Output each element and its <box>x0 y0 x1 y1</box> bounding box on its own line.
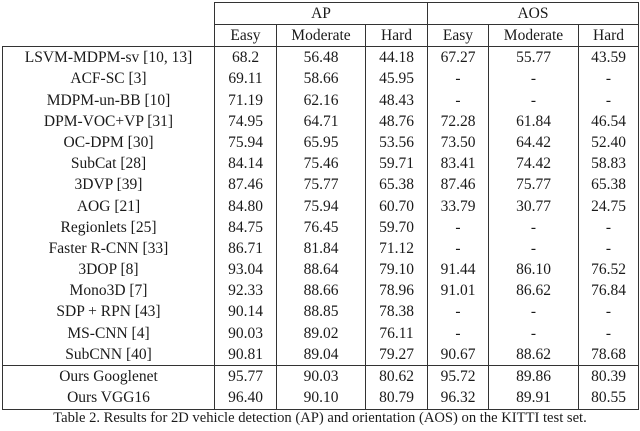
value-cell-aos-moderate: 86.10 <box>489 259 579 280</box>
value-cell-ap-moderate: 58.66 <box>277 69 366 90</box>
value-cell-aos-hard: - <box>579 302 639 323</box>
value-cell-aos-hard: 80.39 <box>579 366 639 388</box>
value-cell-aos-easy: 95.72 <box>428 366 489 388</box>
value-cell-ap-moderate: 62.16 <box>277 90 366 111</box>
value-cell-aos-easy: 72.28 <box>428 111 489 132</box>
value-cell-aos-easy: 91.01 <box>428 280 489 301</box>
value-cell-ap-moderate: 76.45 <box>277 217 366 238</box>
group-header-row <box>3 3 639 25</box>
value-cell-aos-moderate: 74.42 <box>489 153 579 174</box>
value-cell-ap-easy: 71.19 <box>215 90 277 111</box>
method-cell: OC-DPM [30] <box>3 132 215 153</box>
value-cell-aos-moderate: 64.42 <box>489 132 579 153</box>
group-header-aos: AOS <box>428 3 639 25</box>
baseline-rows <box>3 47 639 366</box>
method-cell: MDPM-un-BB [10] <box>3 90 215 111</box>
value-cell-aos-hard: - <box>579 217 639 238</box>
table-row <box>3 280 639 301</box>
value-cell-aos-hard: 80.55 <box>579 387 639 409</box>
value-cell-ap-hard: 48.43 <box>366 90 428 111</box>
value-cell-aos-moderate: 30.77 <box>489 196 579 217</box>
ours-rows <box>3 366 639 409</box>
value-cell-ap-moderate: 56.48 <box>277 47 366 69</box>
value-cell-ap-hard: 65.38 <box>366 175 428 196</box>
value-cell-aos-moderate: - <box>489 238 579 259</box>
value-cell-aos-hard: 58.83 <box>579 153 639 174</box>
value-cell-aos-hard: - <box>579 90 639 111</box>
value-cell-aos-hard: 46.54 <box>579 111 639 132</box>
value-cell-ap-moderate: 65.95 <box>277 132 366 153</box>
header-aos-hard: Hard <box>579 25 639 47</box>
value-cell-aos-easy: - <box>428 217 489 238</box>
value-cell-ap-hard: 71.12 <box>366 238 428 259</box>
method-cell: Mono3D [7] <box>3 280 215 301</box>
table-row <box>3 90 639 111</box>
method-cell: DPM-VOC+VP [31] <box>3 111 215 132</box>
value-cell-ap-hard: 59.70 <box>366 217 428 238</box>
value-cell-aos-easy: 90.67 <box>428 344 489 366</box>
sub-header-row <box>3 25 639 47</box>
value-cell-ap-hard: 53.56 <box>366 132 428 153</box>
value-cell-aos-moderate: - <box>489 69 579 90</box>
table-caption: Table 2. Results for 2D vehicle detection (AP) and orientation (AOS) on the KITTI test set. <box>53 410 587 426</box>
value-cell-ap-hard: 76.11 <box>366 323 428 344</box>
value-cell-aos-easy: - <box>428 238 489 259</box>
value-cell-ap-easy: 95.77 <box>215 366 277 388</box>
value-cell-ap-easy: 90.14 <box>215 302 277 323</box>
table-row <box>3 132 639 153</box>
value-cell-ap-easy: 92.33 <box>215 280 277 301</box>
value-cell-ap-moderate: 75.94 <box>277 196 366 217</box>
method-cell: Ours VGG16 <box>3 387 215 409</box>
table-header <box>3 3 639 47</box>
header-ap-moderate: Moderate <box>277 25 366 47</box>
value-cell-aos-easy: 87.46 <box>428 175 489 196</box>
value-cell-aos-easy: 96.32 <box>428 387 489 409</box>
value-cell-ap-moderate: 88.66 <box>277 280 366 301</box>
table-row <box>3 69 639 90</box>
value-cell-aos-moderate: 61.84 <box>489 111 579 132</box>
value-cell-aos-moderate: 86.62 <box>489 280 579 301</box>
table-row <box>3 344 639 366</box>
group-header-ap: AP <box>215 3 428 25</box>
value-cell-ap-hard: 80.79 <box>366 387 428 409</box>
value-cell-aos-easy: 73.50 <box>428 132 489 153</box>
value-cell-aos-moderate: 55.77 <box>489 47 579 69</box>
method-cell: 3DOP [8] <box>3 259 215 280</box>
value-cell-aos-moderate: 75.77 <box>489 175 579 196</box>
value-cell-aos-hard: 43.59 <box>579 47 639 69</box>
method-cell: SDP + RPN [43] <box>3 302 215 323</box>
table-row <box>3 47 639 69</box>
value-cell-ap-hard: 79.27 <box>366 344 428 366</box>
value-cell-aos-moderate: 89.86 <box>489 366 579 388</box>
value-cell-aos-hard: 76.84 <box>579 280 639 301</box>
value-cell-ap-moderate: 88.85 <box>277 302 366 323</box>
empty-corner-cell <box>3 3 215 25</box>
value-cell-ap-easy: 87.46 <box>215 175 277 196</box>
method-cell: ACF-SC [3] <box>3 69 215 90</box>
value-cell-aos-moderate: - <box>489 302 579 323</box>
value-cell-ap-moderate: 90.10 <box>277 387 366 409</box>
value-cell-ap-moderate: 90.03 <box>277 366 366 388</box>
method-cell: Faster R-CNN [33] <box>3 238 215 259</box>
table-row <box>3 323 639 344</box>
value-cell-ap-easy: 74.95 <box>215 111 277 132</box>
table-row <box>3 387 639 409</box>
value-cell-ap-easy: 86.71 <box>215 238 277 259</box>
value-cell-ap-moderate: 89.02 <box>277 323 366 344</box>
value-cell-ap-hard: 59.71 <box>366 153 428 174</box>
value-cell-aos-easy: 91.44 <box>428 259 489 280</box>
value-cell-ap-hard: 78.96 <box>366 280 428 301</box>
method-cell: SubCNN [40] <box>3 344 215 366</box>
value-cell-ap-moderate: 75.46 <box>277 153 366 174</box>
value-cell-aos-hard: 24.75 <box>579 196 639 217</box>
value-cell-aos-easy: - <box>428 323 489 344</box>
value-cell-ap-hard: 45.95 <box>366 69 428 90</box>
table-row <box>3 238 639 259</box>
value-cell-ap-easy: 68.2 <box>215 47 277 69</box>
value-cell-ap-easy: 84.14 <box>215 153 277 174</box>
method-cell: Regionlets [25] <box>3 217 215 238</box>
value-cell-ap-hard: 79.10 <box>366 259 428 280</box>
header-ap-hard: Hard <box>366 25 428 47</box>
value-cell-ap-hard: 44.18 <box>366 47 428 69</box>
header-aos-easy: Easy <box>428 25 489 47</box>
value-cell-aos-hard: 52.40 <box>579 132 639 153</box>
value-cell-aos-easy: - <box>428 302 489 323</box>
method-cell: 3DVP [39] <box>3 175 215 196</box>
value-cell-ap-easy: 69.11 <box>215 69 277 90</box>
results-table <box>2 2 639 410</box>
table-row <box>3 366 639 388</box>
method-cell: MS-CNN [4] <box>3 323 215 344</box>
table-row <box>3 259 639 280</box>
value-cell-aos-hard: - <box>579 69 639 90</box>
value-cell-ap-hard: 78.38 <box>366 302 428 323</box>
method-cell: Ours Googlenet <box>3 366 215 388</box>
value-cell-aos-easy: 83.41 <box>428 153 489 174</box>
table-row <box>3 196 639 217</box>
value-cell-aos-easy: - <box>428 90 489 111</box>
value-cell-aos-moderate: 88.62 <box>489 344 579 366</box>
value-cell-ap-easy: 75.94 <box>215 132 277 153</box>
method-cell: SubCat [28] <box>3 153 215 174</box>
value-cell-ap-easy: 96.40 <box>215 387 277 409</box>
value-cell-aos-hard: 78.68 <box>579 344 639 366</box>
value-cell-aos-moderate: - <box>489 90 579 111</box>
value-cell-ap-easy: 84.75 <box>215 217 277 238</box>
value-cell-ap-moderate: 89.04 <box>277 344 366 366</box>
table-row <box>3 111 639 132</box>
method-cell: AOG [21] <box>3 196 215 217</box>
value-cell-ap-moderate: 88.64 <box>277 259 366 280</box>
value-cell-aos-hard: 76.52 <box>579 259 639 280</box>
value-cell-aos-easy: - <box>428 69 489 90</box>
value-cell-aos-moderate: - <box>489 217 579 238</box>
table-row <box>3 302 639 323</box>
value-cell-ap-easy: 84.80 <box>215 196 277 217</box>
value-cell-aos-moderate: - <box>489 323 579 344</box>
value-cell-ap-moderate: 81.84 <box>277 238 366 259</box>
value-cell-aos-moderate: 89.91 <box>489 387 579 409</box>
value-cell-ap-hard: 48.76 <box>366 111 428 132</box>
value-cell-ap-moderate: 64.71 <box>277 111 366 132</box>
method-cell: LSVM-MDPM-sv [10, 13] <box>3 47 215 69</box>
table-row <box>3 175 639 196</box>
value-cell-aos-hard: - <box>579 323 639 344</box>
empty-method-header <box>3 25 215 47</box>
value-cell-ap-easy: 90.81 <box>215 344 277 366</box>
value-cell-ap-easy: 93.04 <box>215 259 277 280</box>
value-cell-ap-moderate: 75.77 <box>277 175 366 196</box>
value-cell-aos-easy: 33.79 <box>428 196 489 217</box>
value-cell-aos-hard: 65.38 <box>579 175 639 196</box>
value-cell-ap-hard: 80.62 <box>366 366 428 388</box>
table-row <box>3 217 639 238</box>
value-cell-aos-hard: - <box>579 238 639 259</box>
header-aos-moderate: Moderate <box>489 25 579 47</box>
value-cell-ap-hard: 60.70 <box>366 196 428 217</box>
header-ap-easy: Easy <box>215 25 277 47</box>
value-cell-ap-easy: 90.03 <box>215 323 277 344</box>
table-row <box>3 153 639 174</box>
value-cell-aos-easy: 67.27 <box>428 47 489 69</box>
